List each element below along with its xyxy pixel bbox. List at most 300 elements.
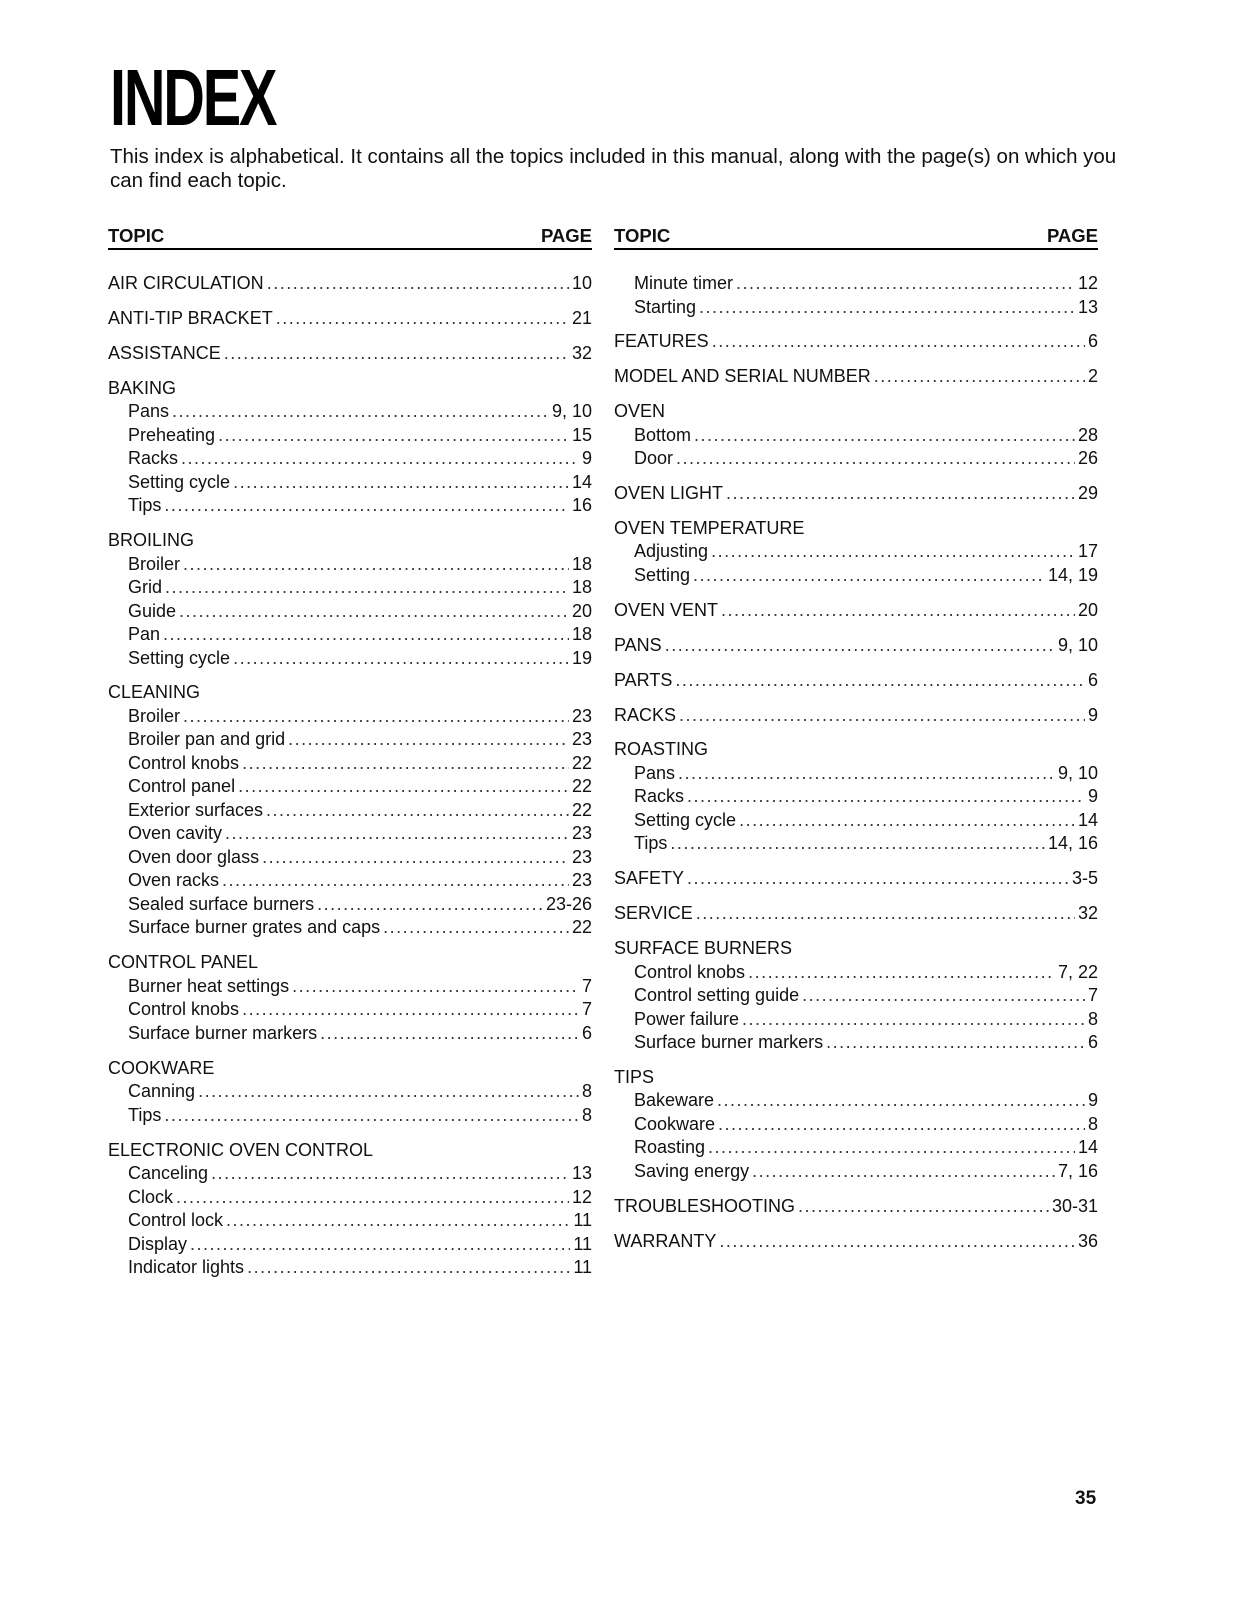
dot-leader	[748, 961, 1055, 985]
entry-page: 12	[571, 1186, 592, 1207]
entry-label: OVEN LIGHT	[614, 483, 724, 504]
index-topic	[614, 937, 1098, 961]
entry-page: 9, 10	[1057, 634, 1098, 655]
entry-label: Control knobs	[128, 752, 240, 773]
column-header	[108, 224, 592, 250]
index-topic	[614, 704, 1098, 728]
dot-leader	[726, 482, 1075, 506]
index-subtopic	[614, 272, 1098, 296]
entry-page: 23	[571, 823, 592, 844]
dot-leader	[165, 576, 569, 600]
dot-leader	[693, 564, 1045, 588]
index-subtopic	[108, 752, 592, 776]
index-subtopic	[108, 471, 592, 495]
index-subtopic	[108, 1233, 592, 1257]
entry-label: Power failure	[634, 1008, 740, 1029]
dot-leader	[233, 647, 569, 671]
dot-leader	[717, 1089, 1085, 1113]
entry-page: 14	[571, 471, 592, 492]
entry-label: Pan	[128, 624, 161, 645]
index-entry	[614, 482, 1098, 506]
entry-label: Surface burner markers	[128, 1022, 318, 1043]
dot-leader	[712, 330, 1085, 354]
index-subtopic	[108, 447, 592, 471]
entry-label: Roasting	[634, 1137, 706, 1158]
dot-leader	[679, 704, 1085, 728]
entry-label: Pans	[634, 762, 676, 783]
dot-leader	[826, 1031, 1085, 1055]
index-entry	[108, 307, 592, 331]
index-subtopic	[108, 998, 592, 1022]
dot-leader	[242, 998, 579, 1022]
index-subtopic	[108, 728, 592, 752]
entry-label: ELECTRONIC OVEN CONTROL	[108, 1139, 374, 1160]
entry-page: 29	[1077, 483, 1098, 504]
entry-label: ROASTING	[614, 739, 709, 760]
page-number: 35	[1075, 1488, 1097, 1509]
dot-leader	[238, 775, 569, 799]
entry-page: 8	[581, 1104, 592, 1125]
entry-label: Starting	[634, 296, 697, 317]
index-subtopic	[614, 447, 1098, 471]
index-entry	[108, 1057, 592, 1128]
dot-leader	[226, 1209, 570, 1233]
entry-page: 11	[573, 1210, 592, 1231]
entry-label: SERVICE	[614, 903, 693, 924]
dot-leader	[267, 272, 569, 296]
entry-label: Indicator lights	[128, 1257, 245, 1278]
index-topic	[614, 1066, 1098, 1090]
entry-label: Broiler	[128, 553, 181, 574]
index-entry	[614, 330, 1098, 354]
dot-leader	[719, 1230, 1075, 1254]
dot-leader	[675, 669, 1085, 693]
entry-label: Saving energy	[634, 1160, 750, 1181]
dot-leader	[242, 752, 569, 776]
index-subtopic	[614, 424, 1098, 448]
dot-leader	[288, 728, 569, 752]
entry-label: Surface burner grates and caps	[128, 917, 381, 938]
index-subtopic	[108, 494, 592, 518]
dot-leader	[211, 1162, 569, 1186]
entry-label: Clock	[128, 1186, 174, 1207]
dot-leader	[262, 846, 569, 870]
entry-label: Canning	[128, 1081, 196, 1102]
index-entry	[614, 867, 1098, 891]
entry-label: SURFACE BURNERS	[614, 938, 793, 959]
dot-leader	[696, 902, 1075, 926]
index-entry	[614, 400, 1098, 471]
entry-label: Burner heat settings	[128, 975, 290, 996]
index-subtopic	[108, 705, 592, 729]
intro-paragraph: This index is alphabetical. It contains all the topics included in this manual, along with the page(s) on which you can find each topic.	[110, 145, 1117, 192]
index-entry	[614, 902, 1098, 926]
entry-page: 22	[571, 776, 592, 797]
index-topic	[108, 377, 592, 401]
dot-leader	[687, 785, 1085, 809]
dot-leader	[224, 342, 569, 366]
index-subtopic	[108, 576, 592, 600]
dot-leader	[320, 1022, 579, 1046]
entry-page: 9	[1087, 704, 1098, 725]
entry-page: 22	[571, 917, 592, 938]
index-column-right	[614, 224, 1098, 1265]
dot-leader	[694, 424, 1075, 448]
index-subtopic	[108, 846, 592, 870]
entry-page: 23	[571, 705, 592, 726]
entry-page: 18	[571, 624, 592, 645]
entry-page: 7, 22	[1057, 961, 1098, 982]
entry-label: Sealed surface burners	[128, 893, 315, 914]
entry-label: FEATURES	[614, 331, 709, 352]
entry-page: 32	[571, 342, 592, 363]
dot-leader	[164, 494, 569, 518]
index-subtopic	[108, 869, 592, 893]
entry-label: Control lock	[128, 1210, 224, 1231]
dot-leader	[266, 799, 569, 823]
index-subtopic	[614, 785, 1098, 809]
entry-page: 7, 16	[1057, 1160, 1098, 1181]
entry-page: 6	[1087, 1032, 1098, 1053]
entry-page: 14, 16	[1047, 833, 1098, 854]
dot-leader	[198, 1080, 579, 1104]
entry-label: Exterior surfaces	[128, 799, 264, 820]
index-subtopic	[108, 799, 592, 823]
entry-page: 23	[571, 729, 592, 750]
entry-page: 8	[581, 1081, 592, 1102]
entry-page: 9	[1087, 1090, 1098, 1111]
index-entry	[614, 704, 1098, 728]
entry-label: AIR CIRCULATION	[108, 273, 264, 293]
entry-page: 30-31	[1051, 1195, 1098, 1216]
entry-label: Tips	[634, 833, 668, 854]
dot-leader	[383, 916, 569, 940]
entry-page: 7	[581, 999, 592, 1020]
dot-leader	[699, 296, 1075, 320]
entry-page: 23	[571, 870, 592, 891]
page-header: PAGE	[1046, 225, 1098, 246]
entry-label: OVEN TEMPERATURE	[614, 517, 805, 538]
index-topic	[614, 599, 1098, 623]
index-entry	[614, 365, 1098, 389]
dot-leader	[179, 600, 569, 624]
dot-leader	[292, 975, 579, 999]
dot-leader	[874, 365, 1085, 389]
index-column-left	[108, 224, 592, 1291]
entry-label: Cookware	[634, 1113, 716, 1134]
dot-leader	[233, 471, 569, 495]
entry-label: Pans	[128, 401, 170, 422]
index-subtopic	[614, 984, 1098, 1008]
index-entry	[614, 599, 1098, 623]
dot-leader	[721, 599, 1075, 623]
index-subtopic	[108, 1080, 592, 1104]
index-entry	[614, 937, 1098, 1055]
entry-page: 9, 10	[1057, 762, 1098, 783]
index-topic	[108, 529, 592, 553]
dot-leader	[225, 822, 569, 846]
index-subtopic	[108, 775, 592, 799]
entry-label: Door	[634, 448, 674, 469]
entry-label: ASSISTANCE	[108, 342, 221, 363]
index-entry	[614, 1066, 1098, 1184]
dot-leader	[176, 1186, 569, 1210]
dot-leader	[172, 400, 549, 424]
index-entry	[614, 517, 1098, 588]
entry-label: Oven racks	[128, 870, 220, 891]
entry-label: BROILING	[108, 530, 195, 551]
entry-label: RACKS	[614, 704, 677, 725]
entry-label: Control knobs	[634, 961, 746, 982]
entry-page: 11	[573, 1233, 592, 1254]
dot-leader	[164, 1104, 579, 1128]
entry-label: Racks	[634, 786, 685, 807]
index-subtopic	[108, 1256, 592, 1280]
index-subtopic	[614, 1089, 1098, 1113]
entry-label: CONTROL PANEL	[108, 952, 259, 973]
topic-header: TOPIC	[614, 225, 671, 246]
entry-page: 16	[571, 495, 592, 516]
index-entry	[614, 1195, 1098, 1219]
entry-label: CLEANING	[108, 682, 201, 703]
entry-label: MODEL AND SERIAL NUMBER	[614, 366, 871, 387]
entry-label: COOKWARE	[108, 1057, 215, 1078]
entry-label: ANTI-TIP BRACKET	[108, 307, 273, 328]
index-subtopic	[614, 1008, 1098, 1032]
index-entry	[108, 377, 592, 518]
entry-label: Tips	[128, 1104, 162, 1125]
dot-leader	[708, 1136, 1075, 1160]
entry-label: Canceling	[128, 1163, 209, 1184]
index-entry	[614, 669, 1098, 693]
entry-label: Minute timer	[634, 273, 734, 293]
entry-label: OVEN	[614, 401, 666, 422]
dot-leader	[687, 867, 1069, 891]
index-entry	[614, 1230, 1098, 1254]
entry-page: 19	[571, 647, 592, 668]
index-topic	[108, 272, 592, 296]
index-entry	[108, 342, 592, 366]
entry-page: 9, 10	[551, 401, 592, 422]
index-subtopic	[614, 1136, 1098, 1160]
entry-label: Guide	[128, 600, 177, 621]
dot-leader	[163, 623, 569, 647]
entry-page: 7	[1087, 985, 1098, 1006]
entry-page: 20	[1077, 599, 1098, 620]
entry-label: OVEN VENT	[614, 599, 719, 620]
index-subtopic	[614, 1160, 1098, 1184]
column-header	[614, 224, 1098, 250]
entry-page: 22	[571, 752, 592, 773]
entry-page: 12	[1077, 273, 1098, 293]
index-topic	[614, 1230, 1098, 1254]
entry-label: Oven door glass	[128, 846, 260, 867]
entry-label: Adjusting	[634, 541, 709, 562]
index-entry	[108, 272, 592, 296]
entry-label: WARRANTY	[614, 1230, 717, 1251]
entry-label: Racks	[128, 448, 179, 469]
index-topic	[614, 482, 1098, 506]
index-subtopic	[108, 822, 592, 846]
entry-label: Setting cycle	[634, 809, 737, 830]
dot-leader	[190, 1233, 570, 1257]
index-subtopic	[108, 424, 592, 448]
entry-label: PANS	[614, 634, 662, 655]
index-subtopic	[108, 916, 592, 940]
entry-label: Control setting guide	[634, 985, 800, 1006]
entry-page: 6	[1087, 331, 1098, 352]
index-entry	[108, 681, 592, 940]
entry-label: SAFETY	[614, 868, 685, 889]
entry-page: 6	[581, 1022, 592, 1043]
entry-page: 15	[571, 424, 592, 445]
index-subtopic	[614, 540, 1098, 564]
entry-label: Surface burner markers	[634, 1032, 824, 1053]
index-subtopic	[614, 296, 1098, 320]
entry-page: 18	[571, 553, 592, 574]
dot-leader	[752, 1160, 1055, 1184]
entry-page: 20	[571, 600, 592, 621]
entry-page: 9	[1087, 786, 1098, 807]
page-title: INDEX	[110, 53, 276, 142]
entry-page: 3-5	[1071, 868, 1098, 889]
dot-leader	[665, 634, 1055, 658]
dot-leader	[670, 832, 1045, 856]
index-topic	[614, 400, 1098, 424]
index-entry	[614, 738, 1098, 856]
index-subtopic	[108, 893, 592, 917]
index-topic	[614, 867, 1098, 891]
dot-leader	[798, 1195, 1049, 1219]
dot-leader	[276, 307, 569, 331]
index-topic	[614, 517, 1098, 541]
dot-leader	[739, 809, 1075, 833]
index-subtopic	[614, 762, 1098, 786]
dot-leader	[676, 447, 1075, 471]
entry-label: Control knobs	[128, 999, 240, 1020]
entry-page: 14	[1077, 1137, 1098, 1158]
entry-label: Bottom	[634, 424, 692, 445]
index-topic	[108, 1139, 592, 1163]
entry-page: 6	[1087, 669, 1098, 690]
index-topic	[108, 307, 592, 331]
index-entries	[108, 272, 592, 1280]
index-entries	[614, 272, 1098, 1253]
dot-leader	[736, 272, 1075, 296]
index-topic	[614, 634, 1098, 658]
entry-label: Broiler pan and grid	[128, 729, 286, 750]
index-subtopic	[614, 809, 1098, 833]
index-subtopic	[108, 1022, 592, 1046]
entry-page: 22	[571, 799, 592, 820]
index-topic	[614, 738, 1098, 762]
entry-label: Bakeware	[634, 1090, 715, 1111]
entry-page: 17	[1077, 541, 1098, 562]
index-topic	[108, 681, 592, 705]
index-subtopic	[108, 1104, 592, 1128]
index-topic	[108, 1057, 592, 1081]
entry-label: Control panel	[128, 776, 236, 797]
entry-label: Grid	[128, 577, 163, 598]
entry-page: 11	[573, 1257, 592, 1278]
entry-page: 18	[571, 577, 592, 598]
entry-page: 9	[581, 448, 592, 469]
entry-label: Oven cavity	[128, 823, 223, 844]
entry-label: Setting cycle	[128, 471, 231, 492]
dot-leader	[317, 893, 543, 917]
entry-page: 23	[571, 846, 592, 867]
entry-label: TIPS	[614, 1066, 655, 1087]
index-subtopic	[614, 961, 1098, 985]
entry-page: 2	[1087, 366, 1098, 387]
entry-label: Setting	[634, 564, 691, 585]
entry-label: Broiler	[128, 705, 181, 726]
index-topic	[614, 902, 1098, 926]
index-entry	[614, 634, 1098, 658]
entry-page: 13	[1077, 296, 1098, 317]
entry-page: 8	[1087, 1113, 1098, 1134]
entry-label: Setting cycle	[128, 647, 231, 668]
dot-leader	[802, 984, 1085, 1008]
dot-leader	[218, 424, 569, 448]
index-subtopic	[108, 975, 592, 999]
index-subtopic	[108, 1209, 592, 1233]
entry-page: 26	[1077, 448, 1098, 469]
index-topic	[614, 669, 1098, 693]
index-subtopic	[108, 647, 592, 671]
dot-leader	[678, 762, 1055, 786]
entry-page: 13	[571, 1163, 592, 1184]
entry-page: 36	[1077, 1230, 1098, 1251]
index-subtopic	[614, 564, 1098, 588]
index-subtopic	[108, 400, 592, 424]
entry-page: 21	[571, 307, 592, 328]
dot-leader	[247, 1256, 570, 1280]
entry-label: Tips	[128, 495, 162, 516]
index-subtopic	[614, 1031, 1098, 1055]
dot-leader	[718, 1113, 1085, 1137]
entry-page: 23-26	[545, 893, 592, 914]
entry-page: 28	[1077, 424, 1098, 445]
entry-label: Preheating	[128, 424, 216, 445]
index-entry	[614, 272, 1098, 319]
entry-page: 7	[581, 975, 592, 996]
index-entry	[108, 1139, 592, 1280]
entry-label: TROUBLESHOOTING	[614, 1195, 796, 1216]
dot-leader	[742, 1008, 1085, 1032]
index-subtopic	[108, 1186, 592, 1210]
entry-page: 8	[1087, 1008, 1098, 1029]
dot-leader	[183, 705, 569, 729]
entry-label: BAKING	[108, 377, 177, 398]
dot-leader	[181, 447, 579, 471]
dot-leader	[222, 869, 569, 893]
topic-header: TOPIC	[108, 225, 165, 246]
entry-page: 14	[1077, 809, 1098, 830]
dot-leader	[711, 540, 1075, 564]
index-subtopic	[614, 832, 1098, 856]
entry-label: PARTS	[614, 669, 673, 690]
index-subtopic	[108, 623, 592, 647]
entry-page: 10	[571, 273, 592, 293]
index-entry	[108, 529, 592, 670]
index-subtopic	[108, 553, 592, 577]
entry-label: Display	[128, 1233, 188, 1254]
index-topic	[614, 365, 1098, 389]
index-topic	[108, 342, 592, 366]
index-topic	[614, 330, 1098, 354]
index-subtopic	[108, 1162, 592, 1186]
